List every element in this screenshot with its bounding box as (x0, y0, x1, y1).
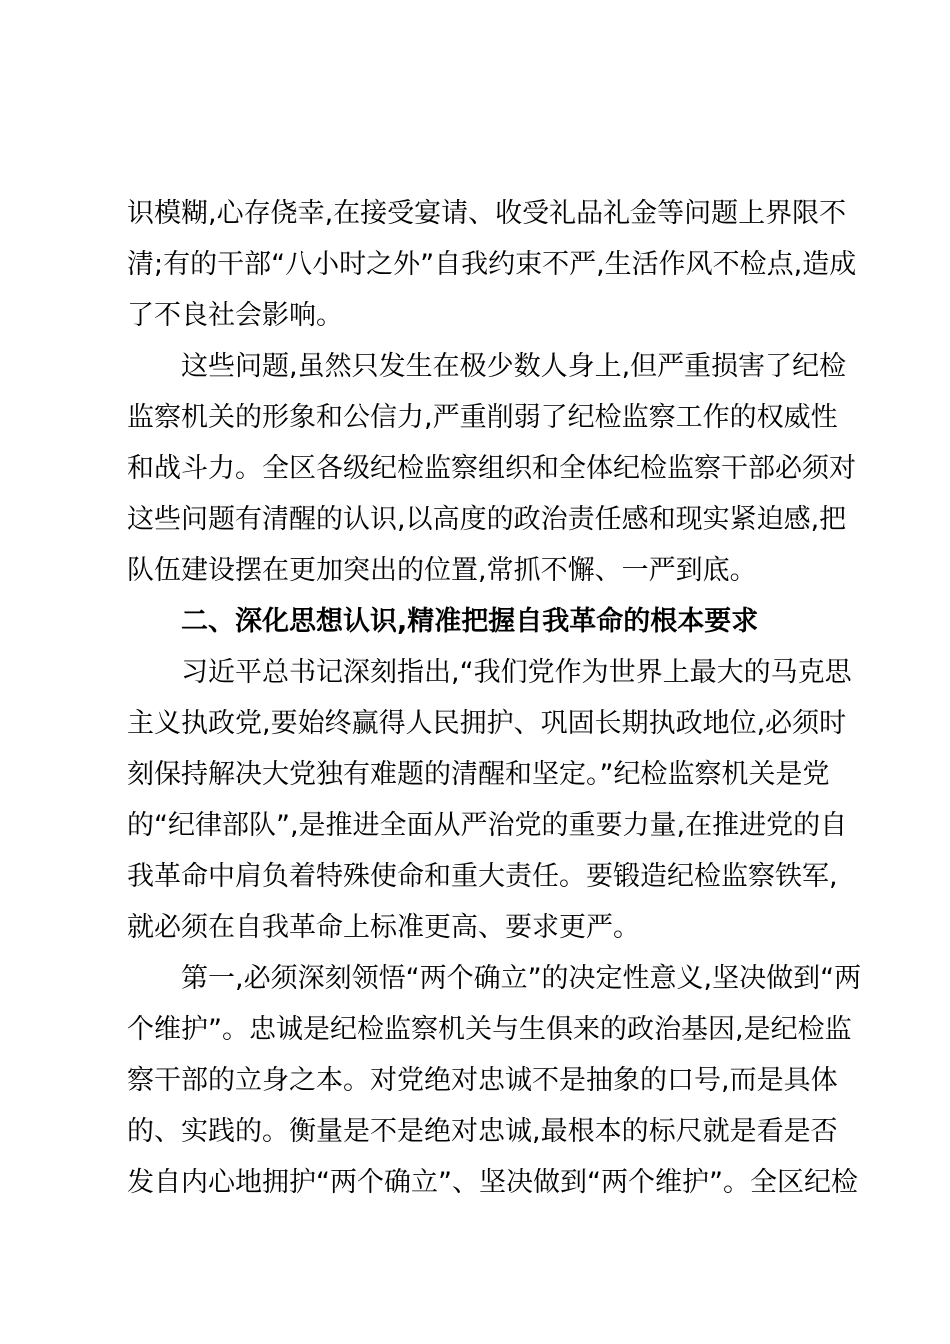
section-heading: 二、深化思想认识,精准把握自我革命的根本要求 (181, 606, 759, 637)
text-line: 识模糊,心存侥幸,在接受宴请、收受礼品礼金等问题上界限不 (127, 198, 847, 229)
text-line: 察干部的立身之本。对党绝对忠诚不是抽象的口号,而是具体 (127, 1065, 838, 1096)
text-line: 主义执政党,要始终赢得人民拥护、巩固长期执政地位,必须时 (127, 708, 847, 739)
text-line: 和战斗力。全区各级纪检监察组织和全体纪检监察干部必须对 (127, 453, 856, 484)
text-line: 清;有的干部“八小时之外”自我约束不严,生活作风不检点,造成 (127, 249, 857, 280)
text-line: 了不良社会影响。 (127, 300, 343, 331)
text-line: 监察机关的形象和公信力,严重削弱了纪检监察工作的权威性 (127, 402, 838, 433)
text-line: 发自内心地拥护“两个确立”、坚决做到“两个维护”。全区纪检 (127, 1167, 858, 1198)
document-body (127, 188, 862, 1208)
text-line: 个维护”。忠诚是纪检监察机关与生俱来的政治基因,是纪检监 (127, 1014, 852, 1045)
text-line: 第一,必须深刻领悟“两个确立”的决定性意义,坚决做到“两 (181, 963, 862, 994)
text-line: 习近平总书记深刻指出,“我们党作为世界上最大的马克思 (181, 657, 852, 688)
text-line: 我革命中肩负着特殊使命和重大责任。要锻造纪检监察铁军, (127, 861, 838, 892)
text-line: 的、实践的。衡量是不是绝对忠诚,最根本的标尺就是看是否 (127, 1116, 838, 1147)
text-line: 队伍建设摆在更加突出的位置,常抓不懈、一严到底。 (127, 555, 757, 586)
text-line: 就必须在自我革命上标准更高、要求更严。 (127, 912, 640, 943)
text-line: 这些问题,虽然只发生在极少数人身上,但严重损害了纪检 (181, 351, 847, 382)
text-line: 的“纪律部队”,是推进全面从严治党的重要力量,在推进党的自 (127, 810, 848, 841)
text-line: 这些问题有清醒的认识,以高度的政治责任感和现实紧迫感,把 (127, 504, 847, 535)
text-line: 刻保持解决大党独有难题的清醒和坚定。”纪检监察机关是党 (127, 759, 830, 790)
